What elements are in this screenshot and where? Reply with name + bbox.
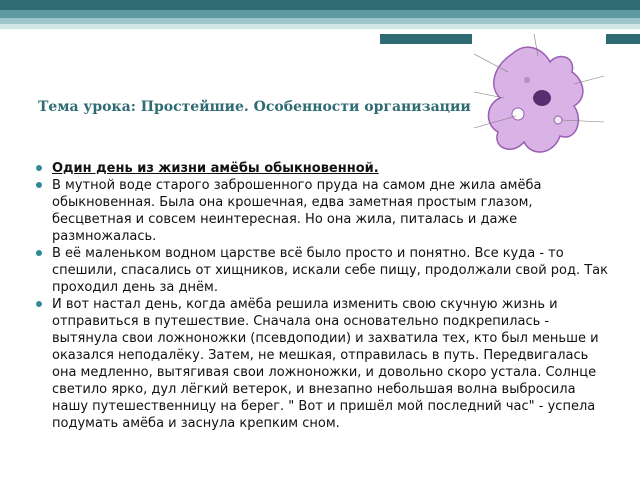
bullet-item — [30, 245, 610, 296]
digestive-vacuole — [554, 116, 562, 124]
header-band-pale — [0, 24, 640, 29]
paragraph-text: В её маленьком водном царстве всё было просто и понятно. Все куда - то спешили, спасались от хищников, искали себе пищу, продолжали свой род. Так проходил день за днём. — [52, 246, 608, 295]
bullet-dot-icon — [36, 182, 42, 188]
paragraph-text: В мутной воде старого заброшенного пруда на самом дне жила амёба обыкновенная. Была она крошечная, едва заметная простым глазом, бесцветная и совсем неинтересная. Но она жила, питалась и даже размножалась. — [52, 178, 542, 244]
bullet-dot-icon — [36, 301, 42, 307]
food-particle — [524, 77, 530, 83]
bullet-dot-icon — [36, 165, 42, 171]
story-heading: Один день из жизни амёбы обыкновенной. — [52, 161, 379, 176]
bullet-dot-icon — [36, 250, 42, 256]
slide-title: Тема урока: Простейшие. Особенности организации — [38, 99, 471, 115]
bullet-item — [30, 160, 610, 177]
amoeba-illustration — [472, 32, 606, 172]
amoeba-figure — [472, 32, 606, 172]
nucleus — [533, 90, 551, 106]
bullet-item — [30, 177, 610, 245]
paragraph-text: И вот настал день, когда амёба решила изменить свою скучную жизнь и отправиться в путешествие. Сначала она основательно подкрепилась - вытянула свои ложноножки (псевдоподии) и захватила тех, кто был меньше и оказался неподалёку. Затем, не мешкая, отправилась в путь. Передвигалась она медленно, вытягивая свои ложноножки, и довольно скоро устала. Солнце светило ярко, дул лёгкий ветерок, и внезапно небольшая волна выбросила нашу путешественницу на берег. " Вот и пришёл мой последний час" - успела подумать амёба и заснула крепким сном. — [52, 297, 599, 431]
bullet-list — [30, 160, 610, 432]
header-band-dark — [0, 0, 640, 10]
bullet-item — [30, 296, 610, 432]
header-band-mid — [0, 10, 640, 18]
contractile-vacuole — [512, 108, 524, 120]
